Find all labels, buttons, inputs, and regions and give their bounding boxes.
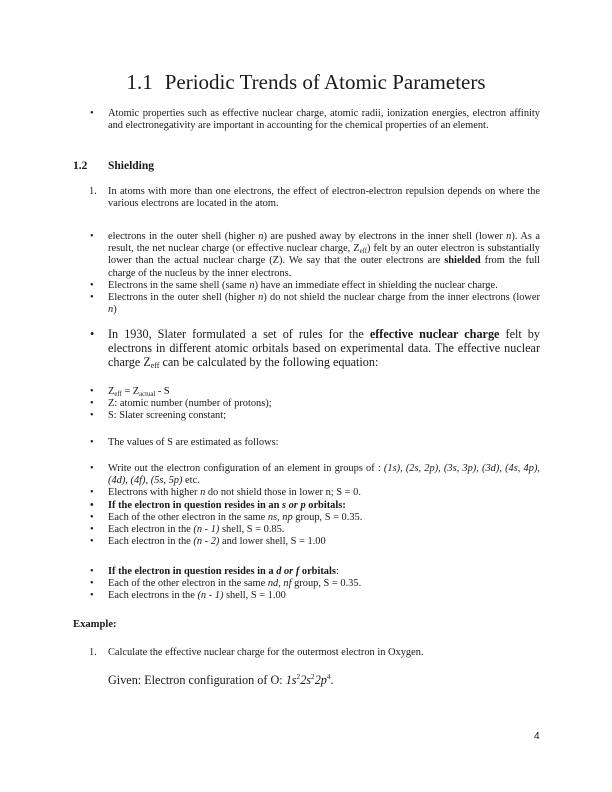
text: Z: atomic number (number of protons); xyxy=(108,398,272,410)
text: In 1930, Slater formulated a set of rules for the xyxy=(108,327,370,341)
bullet-icon: • xyxy=(90,524,94,536)
text: = Z xyxy=(121,386,140,397)
subscript: eff xyxy=(150,361,160,371)
bullet-icon: • xyxy=(90,327,95,341)
bullet-icon: • xyxy=(90,292,94,304)
text: group, S = 0.35. xyxy=(292,511,363,523)
text: from the full charge of the nucleus by the inner electrons. xyxy=(108,255,540,279)
text: ) are pushed away by electrons in the inner shell (lower xyxy=(263,231,507,242)
text: S: Slater screening constant; xyxy=(108,410,227,422)
text: electrons in the outer shell (higher xyxy=(108,231,259,242)
text-italic: nd, nf xyxy=(267,578,292,590)
text: group, S = 0.35. xyxy=(291,578,362,590)
example-question: Calculate the effective nuclear charge for the outermost electron in Oxygen. xyxy=(108,647,424,658)
subscript: eff xyxy=(359,248,368,256)
text: Given: Electron configuration of O: xyxy=(108,673,286,687)
superscript: 2 xyxy=(296,672,301,681)
text: ) have an immediate effect in shielding the nuclear charge. xyxy=(254,279,498,291)
text: orbitals: xyxy=(305,499,346,511)
text: Z xyxy=(108,386,115,397)
text: ) do not shield the nuclear charge from the inner electrons (lower xyxy=(263,292,540,304)
text: Electrons with higher xyxy=(108,487,201,499)
list-item xyxy=(73,500,540,512)
text-italic: n xyxy=(258,231,264,242)
equation-list xyxy=(73,386,540,423)
list-item xyxy=(73,108,540,132)
text-italic: n xyxy=(249,279,255,291)
text-italic: 2p xyxy=(314,673,327,687)
example-heading: Example: xyxy=(73,619,117,630)
text-italic: 1s xyxy=(285,673,297,687)
list-item xyxy=(73,327,540,370)
section-title: Shielding xyxy=(108,160,155,172)
text: Each electrons in the xyxy=(108,590,198,602)
bullet-icon: • xyxy=(90,463,94,474)
text: ) xyxy=(113,304,117,316)
page-number: 4 xyxy=(534,731,540,742)
text: ) felt by an outer electron is substantially lower than the actual nuclear charge (Z). We say that the outer electrons are xyxy=(108,243,540,267)
bullet-icon: • xyxy=(90,231,94,242)
intro-list xyxy=(73,108,540,132)
text-italic: (n - 1) xyxy=(197,590,224,602)
text: Each electron in the xyxy=(108,536,194,548)
text: . xyxy=(330,673,334,687)
list-item xyxy=(73,487,540,499)
text: felt by electrons in different atomic orbitals based on experimental data. The effective nuclear charge Z xyxy=(108,327,540,370)
bullet-icon: • xyxy=(90,487,94,499)
text-italic: (n - 2) xyxy=(193,536,220,548)
text: - S xyxy=(155,386,170,397)
text-italic: n xyxy=(506,231,512,242)
numbered-list xyxy=(73,186,540,210)
text-italic: s or p xyxy=(281,499,306,511)
text-italic: 2s xyxy=(300,673,312,687)
list-item xyxy=(73,524,540,536)
bullet-icon: • xyxy=(90,108,94,119)
text: ). As a result, the net nuclear charge (or effective nuclear charge, Z xyxy=(108,231,540,255)
list-item xyxy=(73,647,540,659)
text-bold: effective nuclear charge xyxy=(369,327,500,341)
superscript: 4 xyxy=(326,672,331,681)
list-item xyxy=(73,386,540,398)
text: can be calculated by the following equation: xyxy=(159,355,379,370)
list-item xyxy=(73,231,540,280)
text: If the electron in question resides in a xyxy=(108,566,277,577)
intro-text: Atomic properties such as effective nuclear charge, atomic radii, ionization energies, electron affinity and electronegativity are important in accounting for the chemical properties of an element. xyxy=(108,108,540,132)
section-heading xyxy=(73,160,540,172)
text: Each of the other electron in the same xyxy=(108,578,268,590)
text: Each of the other electron in the same xyxy=(108,511,268,523)
list-item xyxy=(73,590,540,602)
bullet-icon: • xyxy=(90,279,94,291)
text: If the electron in question resides in an xyxy=(108,499,282,511)
list-item xyxy=(73,280,540,292)
bullet-icon: • xyxy=(90,536,94,548)
text-italic: n xyxy=(108,304,114,316)
bullet-icon: • xyxy=(90,437,94,448)
text-italic: ns, np xyxy=(267,511,293,523)
text: etc. xyxy=(182,475,200,487)
text-italic: (1s), (2s, 2p), (3s, 3p), (3d), (4s, 4p), (4d), (4f), (5s, 5p) xyxy=(108,463,540,487)
page-title xyxy=(0,70,612,95)
list-item xyxy=(73,578,540,590)
section-number: 1.2 xyxy=(73,160,88,172)
list-item xyxy=(73,566,540,578)
text: The values of S are estimated as follows: xyxy=(108,437,279,448)
text-bold: shielded xyxy=(444,255,481,267)
list-item xyxy=(73,463,540,487)
text: Electrons in the outer shell (higher xyxy=(108,292,259,304)
text: shell, S = 1.00 xyxy=(223,590,286,602)
sp-rules-list xyxy=(73,463,540,548)
bullet-icon: • xyxy=(90,578,94,590)
text-italic: n xyxy=(258,292,264,304)
text: Write out the electron configuration of an element in groups of : xyxy=(108,463,384,474)
list-item xyxy=(73,186,540,210)
list-item xyxy=(73,292,540,316)
values-intro-list xyxy=(73,437,540,449)
text-italic: d or f xyxy=(276,566,300,577)
text-italic: (n - 1) xyxy=(193,524,220,536)
text: do not shield those in lower n; S = 0. xyxy=(205,487,361,499)
title-number: 1.1 xyxy=(126,70,153,94)
text-italic: n xyxy=(200,487,206,499)
given-line xyxy=(73,673,540,688)
list-item xyxy=(73,512,540,524)
subscript: eff xyxy=(114,391,122,398)
list-number: 1. xyxy=(89,647,97,658)
list-item xyxy=(73,536,540,548)
slater-paragraph xyxy=(73,327,540,370)
bullet-icon: • xyxy=(90,386,94,397)
list-number: 1. xyxy=(89,186,97,197)
list-item xyxy=(73,437,540,449)
superscript: 2 xyxy=(311,672,315,681)
df-rules-list xyxy=(73,566,540,603)
bullet-icon: • xyxy=(90,590,94,602)
text: Each electron in the xyxy=(108,524,194,536)
text: shell, S = 0.85. xyxy=(219,524,285,536)
bullet-icon: • xyxy=(90,410,94,422)
example-list xyxy=(73,647,540,659)
bullet-icon: • xyxy=(90,511,94,523)
text: : xyxy=(335,566,339,577)
list-item xyxy=(73,410,540,422)
text: and lower shell, S = 1.00 xyxy=(219,536,326,548)
bullet-icon: • xyxy=(90,566,94,577)
bullet-icon: • xyxy=(90,398,94,410)
shielding-bullets xyxy=(73,231,540,316)
subscript: actual xyxy=(139,391,156,398)
bullet-icon: • xyxy=(90,499,94,511)
text: Electrons in the same shell (same xyxy=(108,279,250,291)
list-item xyxy=(73,398,540,410)
item-text: In atoms with more than one electrons, the effect of electron-electron repulsion depends on where the various electrons are located in the atom. xyxy=(108,186,540,210)
text: orbitals xyxy=(299,566,336,577)
title-text: Periodic Trends of Atomic Parameters xyxy=(164,70,486,94)
